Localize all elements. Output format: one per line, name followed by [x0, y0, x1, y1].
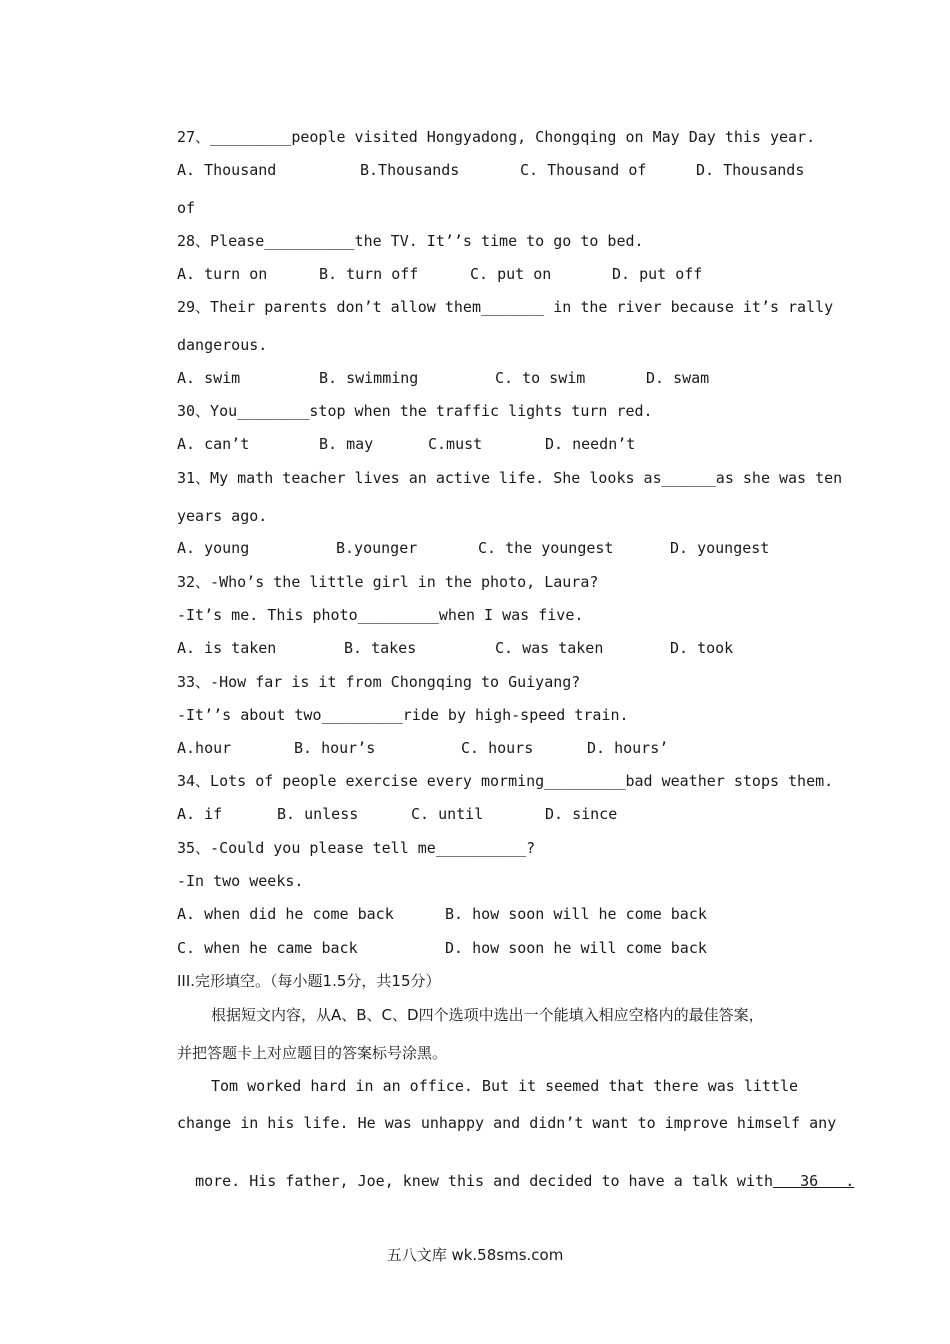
- q27-stem: 27、_________people visited Hongyadong, Chongqing on May Day this year.: [177, 128, 816, 146]
- blank-36: 36 .: [773, 1172, 855, 1190]
- q31-option-d: D. youngest: [670, 539, 770, 557]
- q33-option-b: B. hour’s: [294, 739, 376, 757]
- q32-option-c: C. was taken: [495, 639, 604, 657]
- q29-option-b: B. swimming: [319, 369, 419, 387]
- q32-stem: 32、-Who’s the little girl in the photo, Laura?: [177, 573, 599, 591]
- passage-line-2: change in his life. He was unhappy and didn’t want to improve himself any: [177, 1114, 837, 1132]
- q31-stem-wrap: years ago.: [177, 507, 268, 525]
- q32-option-d: D. took: [670, 639, 734, 657]
- q34-stem: 34、Lots of people exercise every morming_________bad weather stops them.: [177, 772, 834, 790]
- q33-option-a: A.hour: [177, 739, 232, 757]
- q34-option-a: A. if: [177, 805, 223, 823]
- q29-option-d: D. swam: [646, 369, 710, 387]
- q34-option-b: B. unless: [277, 805, 359, 823]
- page-footer: 五八文库 wk.58sms.com: [386, 1246, 564, 1264]
- q29-stem: 29、Their parents don’t allow them_______ in the river because it’s rally: [177, 298, 834, 316]
- passage-line-3-text: more. His father, Joe, knew this and decided to have a talk with: [195, 1172, 774, 1190]
- q31-option-b: B.younger: [336, 539, 418, 557]
- q28-option-a: A. turn on: [177, 265, 268, 283]
- q29-option-c: C. to swim: [495, 369, 586, 387]
- q30-option-c: C.must: [428, 435, 483, 453]
- q33-stem: 33、-How far is it from Chongqing to Guiyang?: [177, 673, 581, 691]
- q28-stem: 28、Please__________the TV. It’’s time to go to bed.: [177, 232, 644, 250]
- q28-option-c: C. put on: [470, 265, 552, 283]
- q29-option-a: A. swim: [177, 369, 241, 387]
- q27-option-d-wrap: of: [177, 199, 196, 217]
- q35-option-c: C. when he came back: [177, 939, 358, 957]
- q35-stem: 35、-Could you please tell me__________?: [177, 839, 536, 857]
- q30-option-b: B. may: [319, 435, 374, 453]
- q30-option-d: D. needn’t: [545, 435, 636, 453]
- q31-stem: 31、My math teacher lives an active life. She looks as______as she was ten: [177, 469, 843, 487]
- q34-option-c: C. until: [411, 805, 484, 823]
- q35-answer-line: -In two weeks.: [177, 872, 304, 890]
- passage-line-3: [177, 1151, 854, 1191]
- q28-option-d: D. put off: [612, 265, 703, 283]
- q30-option-a: A. can’t: [177, 435, 250, 453]
- q35-option-d: D. how soon he will come back: [445, 939, 707, 957]
- section-3-title: III.完形填空。（每小题1.5分，共15分）: [177, 972, 441, 990]
- q35-option-a: A. when did he come back: [177, 905, 394, 923]
- q32-option-b: B. takes: [344, 639, 417, 657]
- q31-option-a: A. young: [177, 539, 250, 557]
- q28-option-b: B. turn off: [319, 265, 419, 283]
- q31-option-c: C. the youngest: [478, 539, 614, 557]
- passage-line-1: Tom worked hard in an office. But it seemed that there was little: [211, 1077, 798, 1095]
- section-3-instructions: 根据短文内容，从A、B、C、D四个选项中选出一个能填入相应空格内的最佳答案，: [211, 1006, 764, 1024]
- q27-option-a: A. Thousand: [177, 161, 277, 179]
- q34-option-d: D. since: [545, 805, 618, 823]
- q32-option-a: A. is taken: [177, 639, 277, 657]
- section-3-instructions-cont: 并把答题卡上对应题目的答案标号涂黑。: [177, 1044, 448, 1062]
- q35-option-b: B. how soon will he come back: [445, 905, 707, 923]
- q33-answer-line: -It’’s about two_________ride by high-speed train.: [177, 706, 629, 724]
- q33-option-c: C. hours: [461, 739, 534, 757]
- q27-option-c: C. Thousand of: [520, 161, 647, 179]
- q32-answer-line: -It’s me. This photo_________when I was five.: [177, 606, 584, 624]
- q30-stem: 30、You________stop when the traffic lights turn red.: [177, 402, 653, 420]
- q27-option-d: D. Thousands: [696, 161, 805, 179]
- q29-stem-wrap: dangerous.: [177, 336, 268, 354]
- q33-option-d: D. hours’: [587, 739, 669, 757]
- q27-option-b: B.Thousands: [360, 161, 460, 179]
